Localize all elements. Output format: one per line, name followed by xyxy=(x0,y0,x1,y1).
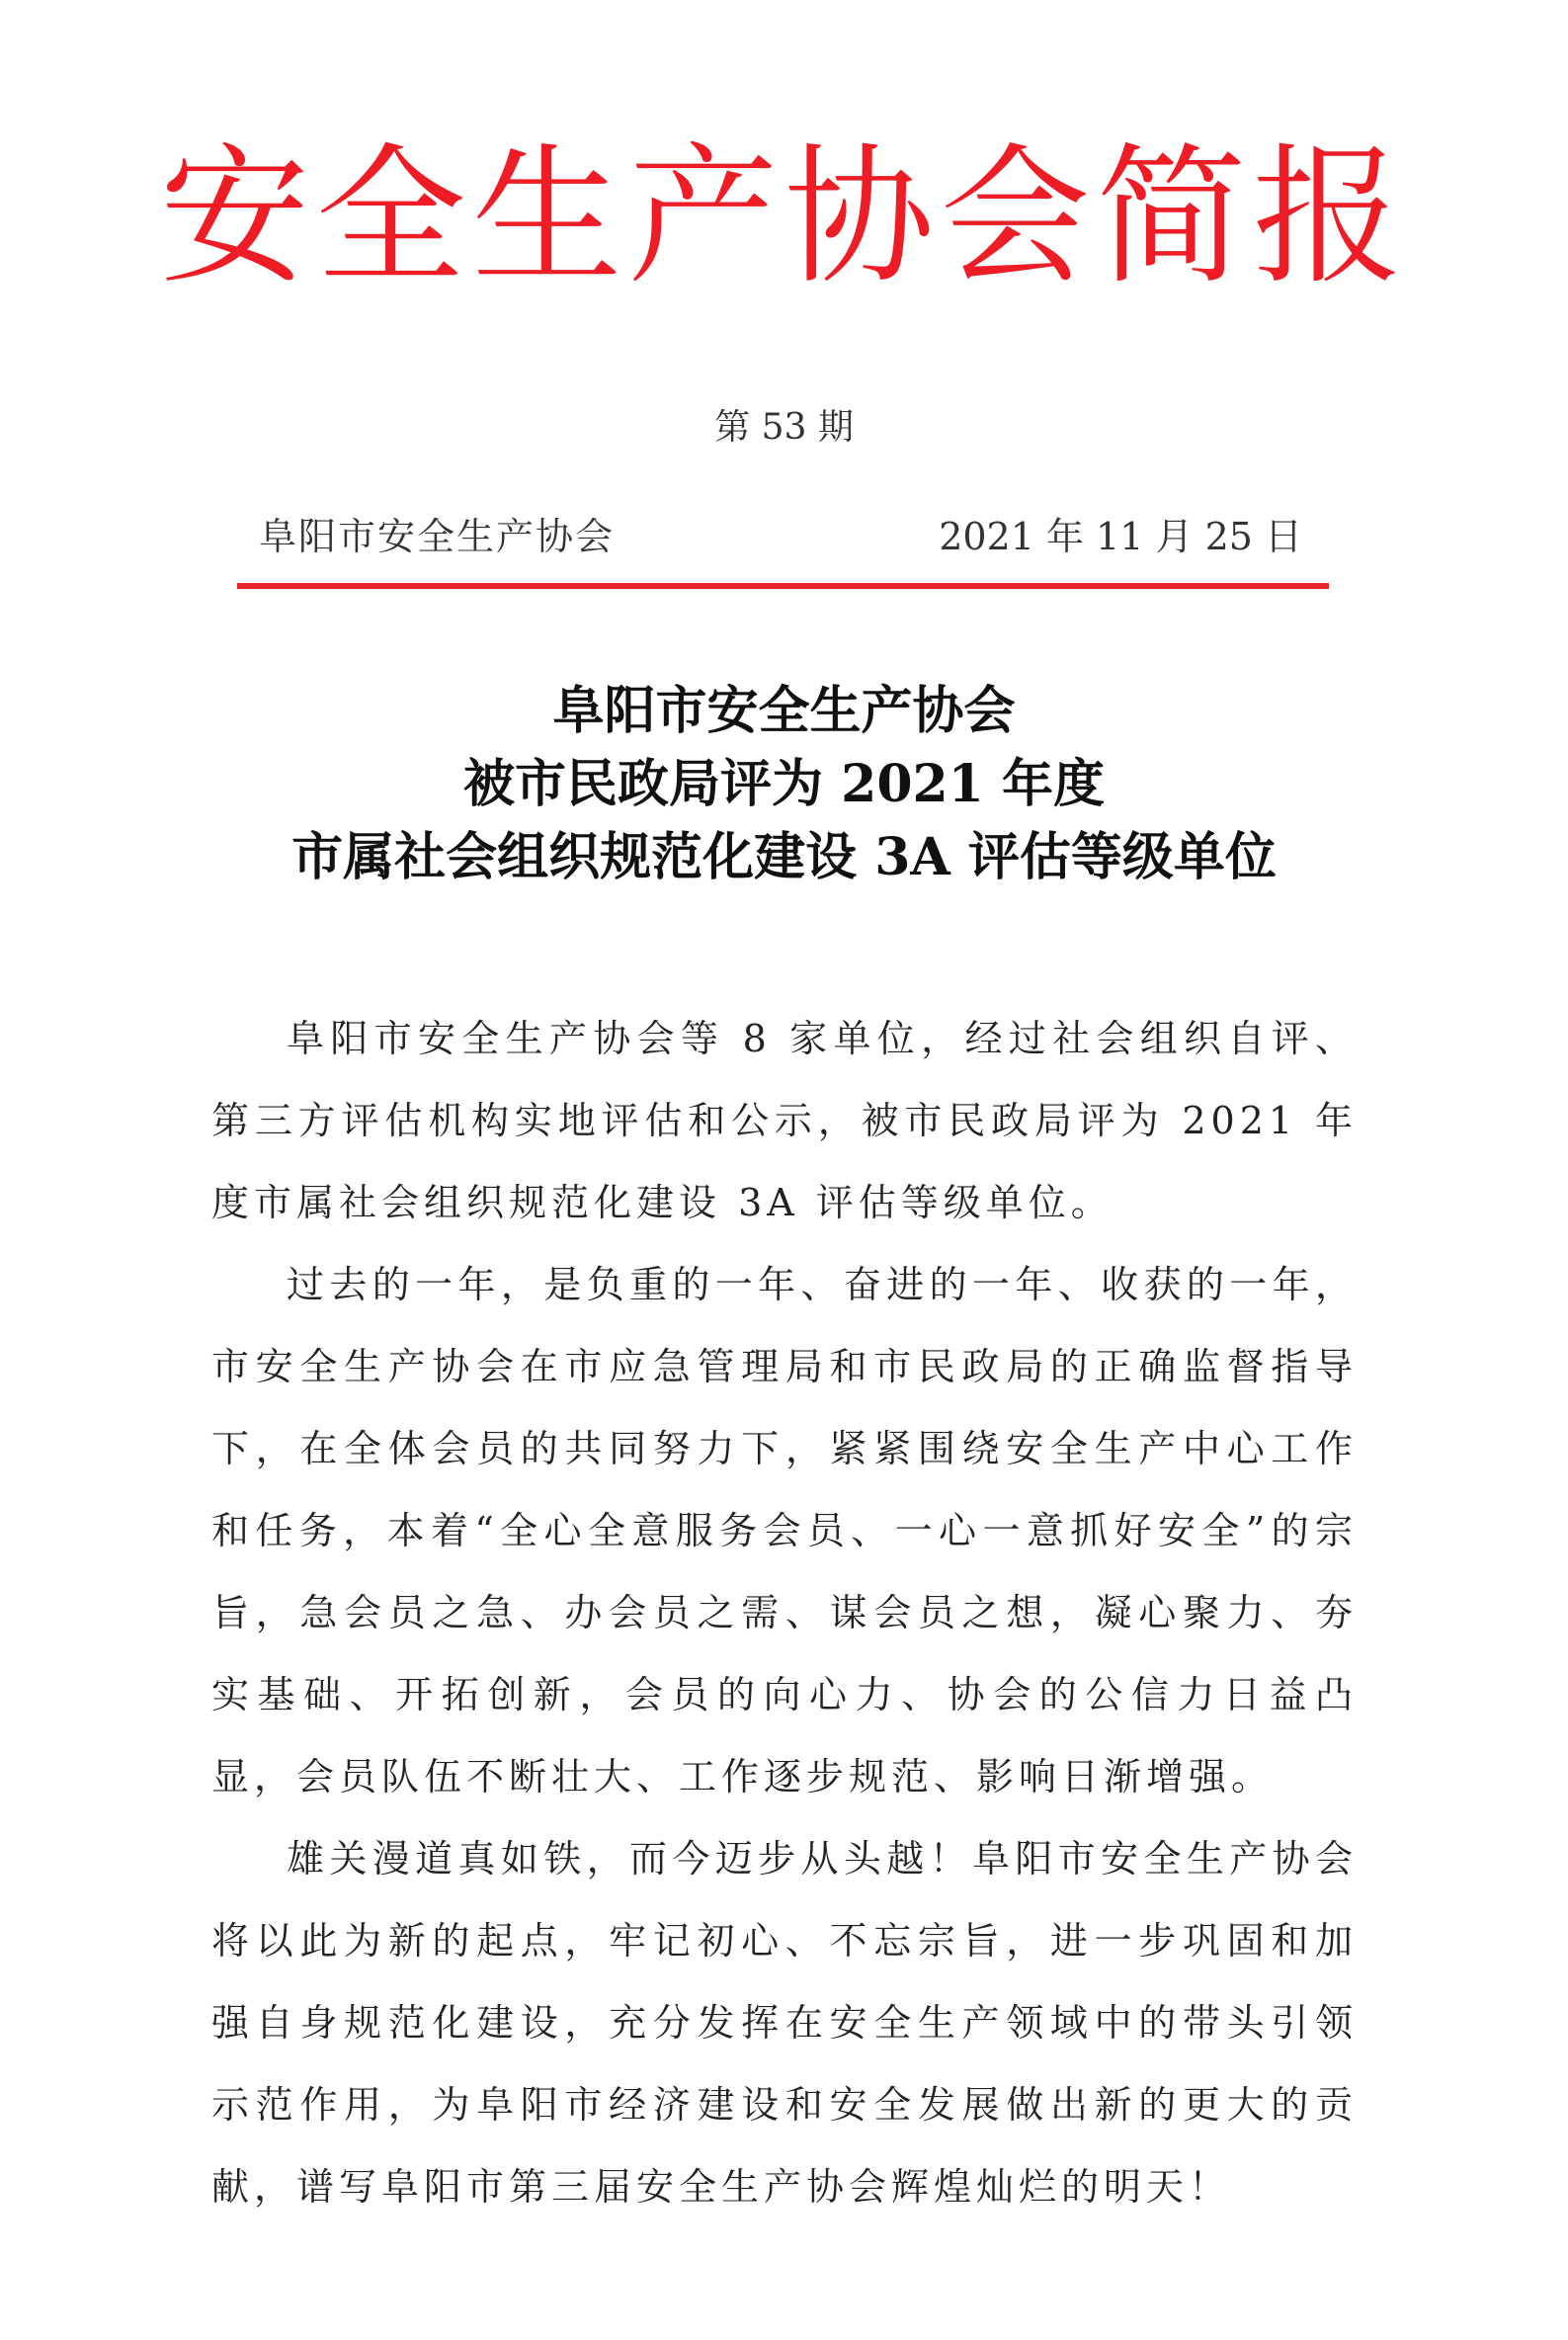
red-divider xyxy=(237,583,1329,589)
body-paragraph-2: 过去的一年，是负重的一年、奋进的一年、收获的一年，市安全生产协会在市应急管理局和市民政局的正确监督指导下，在全体会员的共同努力下，紧紧围绕安全生产中心工作和任务，本着“全心全意服务会员、一心一意抓好安全”的宗旨，急会员之急、办会员之需、谋会员之想，凝心聚力、夯实基础、开拓创新，会员的向心力、协会的公信力日益凸显，会员队伍不断壮大、工作逐步规范、影响日渐增强。 xyxy=(211,1263,1358,1798)
article-headline xyxy=(0,675,1568,894)
body-paragraph-3: 雄关漫道真如铁，而今迈步从头越！阜阳市安全生产协会将以此为新的起点，牢记初心、不忘宗旨，进一步巩固和加强自身规范化建设，充分发挥在安全生产领域中的带头引领示范作用，为阜阳市经济建设和安全发展做出新的更大的贡献，谱写阜阳市第三届安全生产协会辉煌灿烂的明天！ xyxy=(211,1837,1358,2209)
headline-line-1: 阜阳市安全生产协会 xyxy=(552,681,1016,741)
publisher-name: 阜阳市安全生产协会 xyxy=(259,515,616,558)
issue-number: 第 53 期 xyxy=(714,407,854,448)
masthead-title: 安全生产协会简报 xyxy=(159,129,1409,304)
body-paragraph-1: 阜阳市安全生产协会等 8 家单位，经过社会组织自评、第三方评估机构实地评估和公示，被市民政局评为 2021 年度市属社会组织规范化建设 3A 评估等级单位。 xyxy=(211,1017,1358,1224)
article-body xyxy=(211,998,1358,2228)
headline-line-2: 被市民政局评为 2021 年度 xyxy=(463,754,1105,814)
publish-date: 2021 年 11 月 25 日 xyxy=(939,515,1302,558)
headline-line-3: 市属社会组织规范化建设 3A 评估等级单位 xyxy=(291,827,1277,887)
meta-row xyxy=(259,509,1302,564)
